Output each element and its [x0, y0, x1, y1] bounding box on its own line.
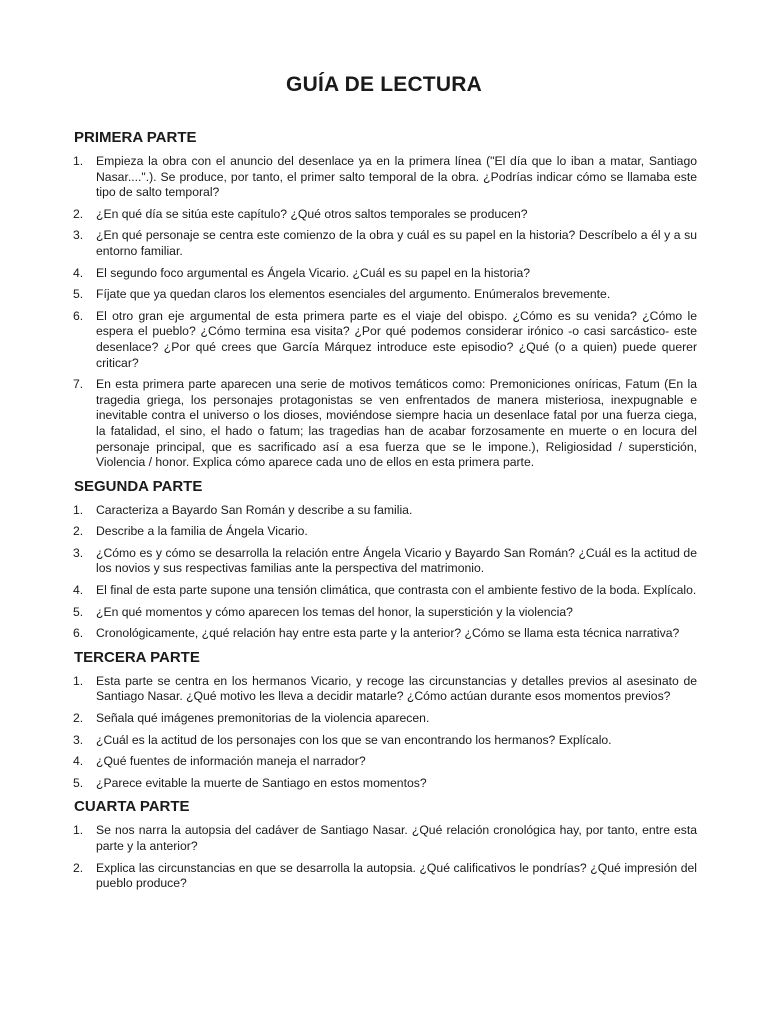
question-item	[73, 626, 697, 642]
question-item	[73, 228, 697, 259]
question-number: 4.	[73, 265, 84, 280]
question-item	[73, 154, 697, 201]
section-heading: PRIMERA PARTE	[74, 129, 197, 146]
question-text: El final de esta parte supone una tensión climática, que contrasta con el ambiente festivo de la boda. Explícalo.	[96, 583, 697, 598]
question-item	[73, 309, 697, 371]
question-item	[73, 823, 697, 854]
question-number: 1.	[73, 673, 84, 688]
question-text: ¿Cómo es y cómo se desarrolla la relación entre Ángela Vicario y Bayardo San Román? ¿Cuál es la actitud de los novios y sus respectivas familias ante la perspectiva del matrimonio.	[96, 545, 697, 576]
question-list	[73, 503, 697, 642]
question-number: 2.	[73, 711, 84, 726]
section-heading: SEGUNDA PARTE	[74, 477, 203, 495]
question-item	[73, 605, 697, 621]
question-item	[73, 674, 697, 705]
question-number: 2.	[73, 206, 84, 221]
question-text: Empieza la obra con el anuncio del desenlace ya en la primera línea ("El día que lo iban a matar, Santiago Nasar....".). Se produce, por tanto, el primer salto temporal de la obra. ¿Podrías indicar cómo se llamaba este tipo de salto temporal?	[96, 154, 697, 200]
question-list	[73, 823, 697, 891]
question-number: 2.	[73, 524, 84, 539]
question-text: ¿En qué personaje se centra este comienzo de la obra y cuál es su papel en la historia? Descríbelo a él y a su entorno familiar.	[96, 228, 697, 258]
question-text: ¿Cuál es la actitud de los personajes con los que se van encontrando los hermanos? Explícalo.	[96, 732, 612, 747]
question-item	[73, 754, 697, 770]
question-text: El segundo foco argumental es Ángela Vicario. ¿Cuál es su papel en la historia?	[96, 265, 531, 280]
question-item	[73, 266, 697, 282]
question-number: 3.	[73, 228, 84, 243]
question-text: Se nos narra la autopsia del cadáver de Santiago Nasar. ¿Qué relación cronológica hay, por tanto, entre esta parte y la anterior?	[96, 823, 697, 853]
question-number: 1.	[73, 823, 84, 838]
question-number: 5.	[73, 287, 84, 302]
question-item	[73, 546, 697, 577]
document-body	[73, 128, 697, 898]
question-number: 7.	[73, 377, 84, 392]
question-number: 1.	[73, 154, 84, 168]
question-item	[73, 861, 697, 892]
question-text: Cronológicamente, ¿qué relación hay entre esta parte y la anterior? ¿Cómo se llama esta técnica narrativa?	[96, 626, 680, 641]
question-item	[73, 503, 697, 519]
question-text: Fíjate que ya quedan claros los elementos esenciales del argumento. Enúmeralos brevemente.	[96, 287, 611, 302]
question-text: ¿Qué fuentes de información maneja el narrador?	[96, 754, 366, 769]
question-text: Explica las circunstancias en que se desarrolla la autopsia. ¿Qué calificativos le pondrías? ¿Qué impresión del pueblo produce?	[96, 860, 697, 891]
question-number: 3.	[73, 545, 84, 560]
question-number: 4.	[73, 754, 84, 769]
section-heading: CUARTA PARTE	[74, 798, 190, 816]
question-item	[73, 583, 697, 599]
question-item	[73, 287, 697, 303]
question-text: Caracteriza a Bayardo San Román y describe a su familia.	[96, 502, 413, 517]
question-item	[73, 733, 697, 749]
question-text: Esta parte se centra en los hermanos Vicario, y recoge las circunstancias y detalles previos al asesinato de Santiago Nasar. ¿Qué motivo les lleva a decidir matarle? ¿Cómo actúan durante esos momentos previos?	[96, 673, 697, 704]
question-text: Señala qué imágenes premonitorias de la violencia aparecen.	[96, 711, 430, 726]
question-item	[73, 207, 697, 223]
question-list	[73, 154, 697, 471]
question-text: El otro gran eje argumental de esta primera parte es el viaje del obispo. ¿Cómo es su venida? ¿Cómo le espera el pueblo? ¿Cómo termina esa visita? ¿Por qué podemos considerar irónico -o casi sarcástico- este desenlace? ¿Por qué crees que García Márquez introduce este episodio? ¿Qué (o a quien) puede querer criticar?	[96, 308, 697, 370]
question-text: ¿Parece evitable la muerte de Santiago en estos momentos?	[96, 775, 427, 790]
question-number: 2.	[73, 860, 84, 875]
question-number: 4.	[73, 583, 84, 598]
question-item	[73, 377, 697, 471]
question-number: 6.	[73, 308, 84, 323]
question-text: ¿En qué día se sitúa este capítulo? ¿Qué otros saltos temporales se producen?	[96, 206, 528, 221]
section-heading: TERCERA PARTE	[74, 648, 200, 666]
question-list	[73, 674, 697, 792]
question-number: 5.	[73, 775, 84, 790]
question-number: 1.	[73, 502, 84, 517]
question-item	[73, 524, 697, 540]
question-item	[73, 711, 697, 727]
page-title: GUÍA DE LECTURA	[286, 73, 482, 96]
question-number: 6.	[73, 626, 84, 641]
question-text: En esta primera parte aparecen una serie de motivos temáticos como: Premoniciones oníricas, Fatum (En la tragedia griega, los personajes protagonistas se ven enfrentados de manera misteriosa, inexpugnable e inevitable contra el universo o los dioses, moviéndose siempre hacia un desenlace fatal por una fuerza ciega, la fatalidad, el sino, el hado o fatum; las tragedias han de acabar forzosamente en muerte o en locura del personaje principal, que es sacrificado así a esa fuerza que se le impone.), Religiosidad / superstición, Violencia / honor. Explica cómo aparece cada uno de ellos en esta primera parte.	[96, 377, 697, 470]
question-item	[73, 776, 697, 792]
question-text: Describe a la familia de Ángela Vicario.	[96, 524, 308, 539]
question-text: ¿En qué momentos y cómo aparecen los temas del honor, la superstición y la violencia?	[96, 604, 573, 619]
question-number: 3.	[73, 732, 84, 747]
question-number: 5.	[73, 604, 84, 619]
